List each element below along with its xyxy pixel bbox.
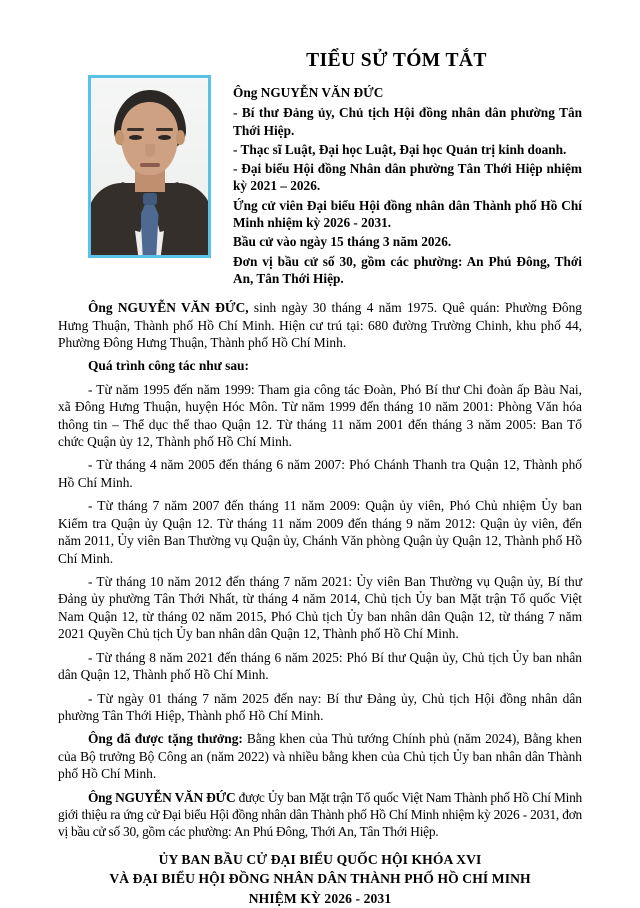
header-bullet-position: - Bí thư Đảng ủy, Chủ tịch Hội đồng nhân dân phường Tân Thới Hiệp. [233,105,582,138]
header-block [58,50,582,289]
personal-info-name: Ông NGUYỄN VĂN ĐỨC, [88,300,249,316]
header-text-column [211,50,582,289]
nomination-text: được Ủy ban Mặt trận Tổ quốc Việt Nam Thành phố Hồ Chí Minh giới thiệu ra ứng cử Đại biểu Hội đồng nhân dân Thành phố Hồ Chí Minh nhiệm kỳ 2026 - 2031, đơn vị bầu cử số 30, gồm các phường: An Phú Đông, Thới An, Tân Thới Hiệp. [58,789,582,840]
header-bullet-education: - Thạc sĩ Luật, Đại học Luật, Đại học Quản trị kinh doanh. [233,141,567,157]
awards-text: Bằng khen của Thủ tướng Chính phủ (năm 2024), Bằng khen của Bộ trưởng Bộ Công an (năm 2022) và nhiều bằng khen của Chủ tịch Ủy ban nhân dân Thành phố Hồ Chí Minh. [58,731,582,782]
header-election-date: Bầu cử vào ngày 15 tháng 3 năm 2026. [233,234,452,250]
paragraph-nomination [58,789,582,841]
paragraph-personal-info [58,299,582,351]
issuing-authority-footer [58,850,582,908]
footer-line-3: NHIỆM KỲ 2026 - 2031 [248,890,392,906]
paragraph-career-3: - Từ tháng 7 năm 2007 đến tháng 11 năm 2009: Quận ủy viên, Phó Chủ nhiệm Ủy ban Kiểm tra Quận ủy Quận 12. Từ tháng 11 năm 2009 đến tháng 9 năm 2012: Quận ủy viên, đến năm 2011, Ủy viên Ban Thường vụ Quận ủy, Chánh Văn phòng Quận ủy Quận 12, Thành phố Hồ Chí Minh. [58,498,582,566]
paragraph-career-4: - Từ tháng 10 năm 2012 đến tháng 7 năm 2021: Ủy viên Ban Thường vụ Quận ủy, Bí thư Đảng ủy phường Tân Thới Nhất, từ tháng 4 năm 2014, Chủ tịch Ủy ban Mặt trận Tổ quốc Việt Nam Quận 12, từ tháng 02 năm 2015, Phó Chủ tịch Ủy ban nhân dân Quận 12, từ tháng 7 năm 2021 Quyền Chủ tịch Ủy ban nhân dân Quận 12, Thành phố Hồ Chí Minh. [58,574,582,642]
header-electoral-unit: Đơn vị bầu cử số 30, gồm các phường: An Phú Đông, Thới An, Tân Thới Hiệp. [233,253,582,286]
paragraph-career-heading [58,357,582,374]
header-bullet-delegate: - Đại biểu Hội đồng Nhân dân phường Tân Thới Hiệp nhiệm kỳ 2021 – 2026. [233,161,582,194]
personal-info-rest: sinh ngày 30 tháng 4 năm 1975. Quê quán: Phường Đông Hưng Thuận, Thành phố Hồ Chí Minh. Hiện cư trú tại: 680 đường Trường Chinh, khu phố 44, Phường Đông Hưng Thuận, Thành phố Hồ Chí Minh. [58,300,582,350]
career-heading-label: Quá trình công tác như sau: [88,358,249,374]
portrait-frame [88,75,211,258]
awards-label: Ông đã được tặng thưởng: [88,731,243,747]
paragraph-career-2: - Từ tháng 4 năm 2005 đến tháng 6 năm 2007: Phó Chánh Thanh tra Quận 12, Thành phố Hồ Chí Minh. [58,457,582,490]
candidate-photo [91,78,208,255]
page-title: TIỂU SỬ TÓM TẮT [306,50,487,71]
nomination-name: Ông NGUYỄN VĂN ĐỨC [88,789,236,805]
candidate-name-heading: Ông NGUYỄN VĂN ĐỨC [233,85,384,100]
footer-line-1: ỦY BAN BẦU CỬ ĐẠI BIỂU QUỐC HỘI KHÓA XVI [158,851,482,867]
paragraph-awards [58,730,582,782]
header-candidacy: Ứng cử viên Đại biểu Hội đồng nhân dân Thành phố Hồ Chí Minh nhiệm kỳ 2026 - 2031. [233,197,582,230]
biography-body [58,299,582,841]
footer-line-2: VÀ ĐẠI BIỂU HỘI ĐỒNG NHÂN DÂN THÀNH PHỐ HỒ CHÍ MINH [109,871,531,887]
paragraph-career-1: - Từ năm 1995 đến năm 1999: Tham gia công tác Đoàn, Phó Bí thư Chi đoàn ấp Bàu Nai, xã Đông Hưng Thuận, huyện Hóc Môn. Từ năm 1999 đến tháng 10 năm 2001: Phòng Văn hóa thông tin – Thể dục thể thao Quận 12. Từ tháng 11 năm 2001 đến tháng 3 năm 2005: Ban Tổ chức Quận ủy 12, Thành phố Hồ Chí Minh. [58,381,582,450]
paragraph-career-5: - Từ tháng 8 năm 2021 đến tháng 6 năm 2025: Phó Bí thư Quận ủy, Chủ tịch Ủy ban nhân dân Quận 12, Thành phố Hồ Chí Minh. [58,649,582,683]
portrait-container [88,75,211,258]
paragraph-career-6: - Từ ngày 01 tháng 7 năm 2025 đến nay: Bí thư Đảng ủy, Chủ tịch Hội đồng nhân dân phường Tân Thới Hiệp, Thành phố Hồ Chí Minh. [58,690,582,723]
